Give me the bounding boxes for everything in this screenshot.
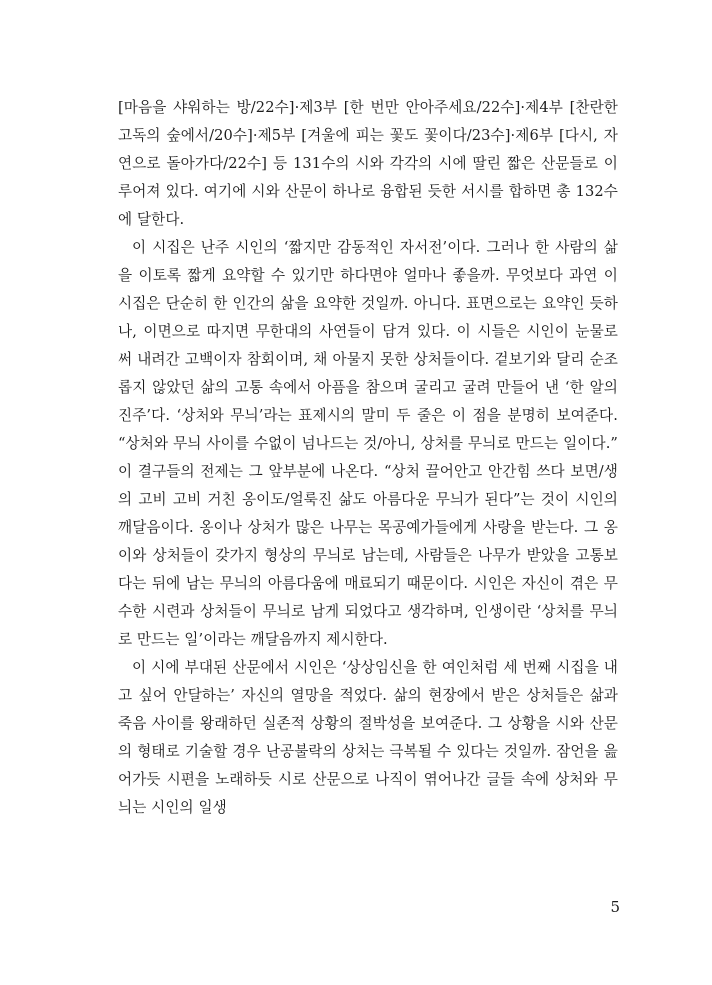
- paragraph: 이 시에 부대된 산문에서 시인은 ‘상상임신을 한 여인처럼 세 번째 시집을 내고 싶어 안달하는’ 자신의 열망을 적었다. 삶의 현장에서 받은 상처들은 삶과 죽음 사이를 왕래하던 실존적 상황의 절박성을 보여준다. 그 상황을 시와 산문의 형태로 기술할 경우 난공불락의 상처는 극복될 수 있다는 것일까. 잠언을 읊어가듯 시편을 노래하듯 시로 산문으로 나직이 엮어나간 글들 속에 상처와 무늬는 시인의 일생: [118, 659, 618, 816]
- page-body: [118, 94, 618, 822]
- paragraph: [마음을 샤워하는 방/22수]·제3부 [한 번만 안아주세요/22수]·제4부 [찬란한 고독의 숲에서/20수]·제5부 [겨울에 피는 꽃도 꽃이다/23수]·제6부 [다시, 자연으로 돌아가다/22수] 등 131수의 시와 각각의 시에 딸린 짧은 산문들로 이루어져 있다. 여기에 시와 산문이 하나로 융합된 듯한 서시를 합하면 총 132수에 달한다.: [118, 99, 618, 228]
- page-number: 5: [610, 898, 620, 916]
- paragraph: 이 시집은 난주 시인의 ‘짧지만 감동적인 자서전’이다. 그러나 한 사람의 삶을 이토록 짧게 요약할 수 있기만 하다면야 얼마나 좋을까. 무엇보다 과연 이 시집은 단순히 한 인간의 삶을 요약한 것일까. 아니다. 표면으로는 요약인 듯하나, 이면으로 따지면 무한대의 사연들이 담겨 있다. 이 시들은 시인이 눈물로 써 내려간 고백이자 참회이며, 채 아물지 못한 상처들이다. 겉보기와 달리 순조롭지 않았던 삶의 고통 속에서 아픔을 참으며 굴리고 굴려 만들어 낸 ‘한 알의 진주’다. ‘상처와 무늬’라는 표제시의 말미 두 줄은 이 점을 분명히 보여준다. “상처와 무늬 사이를 수없이 넘나드는 것/아니, 상처를 무늬로 만드는 일이다.” 이 결구들의 전제는 그 앞부분에 나온다. “상처 끌어안고 안간힘 쓰다 보면/생의 고비 고비 거친 옹이도/얼룩진 삶도 아름다운 무늬가 된다”는 것이 시인의 깨달음이다. 옹이나 상처가 많은 나무는 목공예가들에게 사랑을 받는다. 그 옹이와 상처들이 갖가지 형상의 무늬로 남는데, 사람들은 나무가 받았을 고통보다는 뒤에 남는 무늬의 아름다움에 매료되기 때문이다. 시인은 자신이 겪은 무수한 시련과 상처들이 무늬로 남게 되었다고 생각하며, 인생이란 ‘상처를 무늬로 만드는 일’이라는 깨달음까지 제시한다.: [118, 239, 618, 648]
